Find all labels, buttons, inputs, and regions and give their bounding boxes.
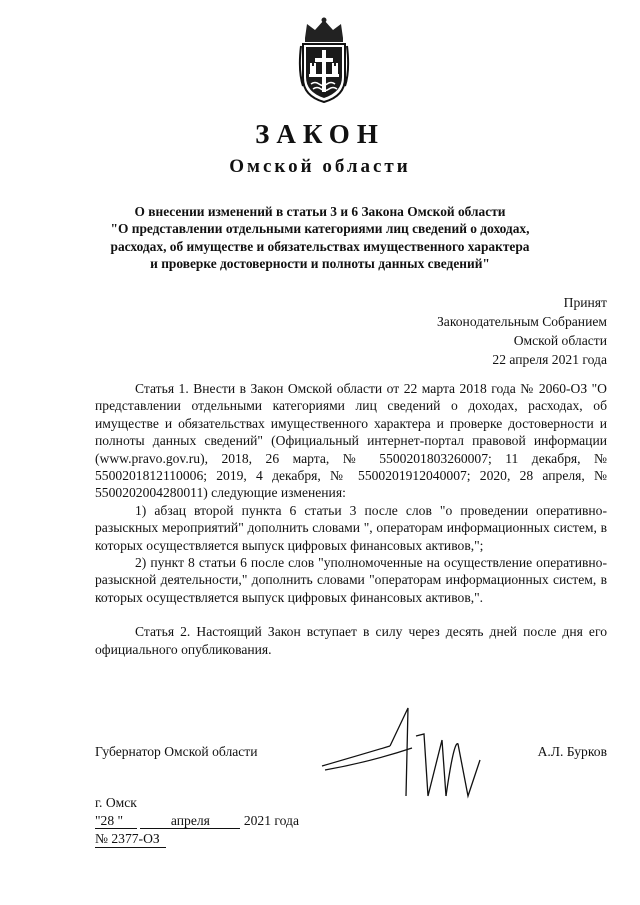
signatory-name: А.Л. Бурков	[537, 744, 607, 759]
article-1: Статья 1. Внести в Закон Омской области от 22 марта 2018 года № 2060-ОЗ "О представлении отдельными категориями лиц сведений о доходах, расходах, об имуществе и обязательствах имущественного характера и проверке достоверности и полноты данных сведений" (Официальный интернет-портал правовой информации (www.pravo.gov.ru), 2018, 26 марта, № 5500201803260007; 11 декабря, № 5500201812110006; 2019, 4 декабря, № 5500201912040007; 2020, 28 апреля, № 5500202004280011) следующие изменения:	[95, 381, 607, 501]
signing-date	[95, 813, 299, 829]
handwritten-signature-icon	[320, 700, 500, 800]
document-region: Омской области	[229, 156, 411, 177]
adopted-date: 22 апреля 2021 года	[492, 352, 607, 367]
subject-line: О внесении изменений в статьи 3 и 6 Закона Омской области	[134, 204, 506, 219]
law-body	[95, 380, 607, 658]
place-of-signing: г. Омск	[95, 795, 137, 810]
signatory-role: Губернатор Омской области	[95, 744, 258, 759]
subject-line: "О представлении отдельными категориями лиц сведений о доходах,	[110, 221, 530, 237]
document-title: ЗАКОН	[255, 119, 385, 149]
adopted-line: Принят	[563, 295, 607, 310]
article-2: Статья 2. Настоящий Закон вступает в силу через десять дней после дня его официального опубликования.	[95, 624, 607, 657]
article-1-item-1: 1) абзац второй пункта 6 статьи 3 после слов "о проведении оперативно-разыскных мероприятий" дополнить словами ", операторам информационных систем, в которых осуществляется выпуск цифровых финансовых активов,";	[95, 502, 607, 553]
coat-of-arms-icon	[297, 16, 351, 104]
date-year: 2021 года	[243, 813, 299, 828]
subject-line: и проверке достоверности и полноты данных сведений"	[150, 256, 490, 272]
subject-line: расходах, об имуществе и обязательствах имущественного характера	[110, 238, 530, 254]
law-number: № 2377-ОЗ	[95, 831, 166, 848]
adopted-line: Законодательным Собранием	[437, 314, 607, 329]
date-day: "28 "	[95, 814, 137, 829]
date-month: апреля	[140, 814, 240, 829]
adopted-line: Омской области	[513, 333, 607, 348]
article-1-item-2: 2) пункт 8 статьи 6 после слов "уполномоченные на осуществление оперативно-разыскной деятельности," дополнить словами "операторам информационных систем, в которых осуществляется выпуск цифровых финансовых активов,".	[95, 555, 607, 605]
adoption-block	[437, 293, 607, 369]
law-subject	[60, 203, 580, 273]
